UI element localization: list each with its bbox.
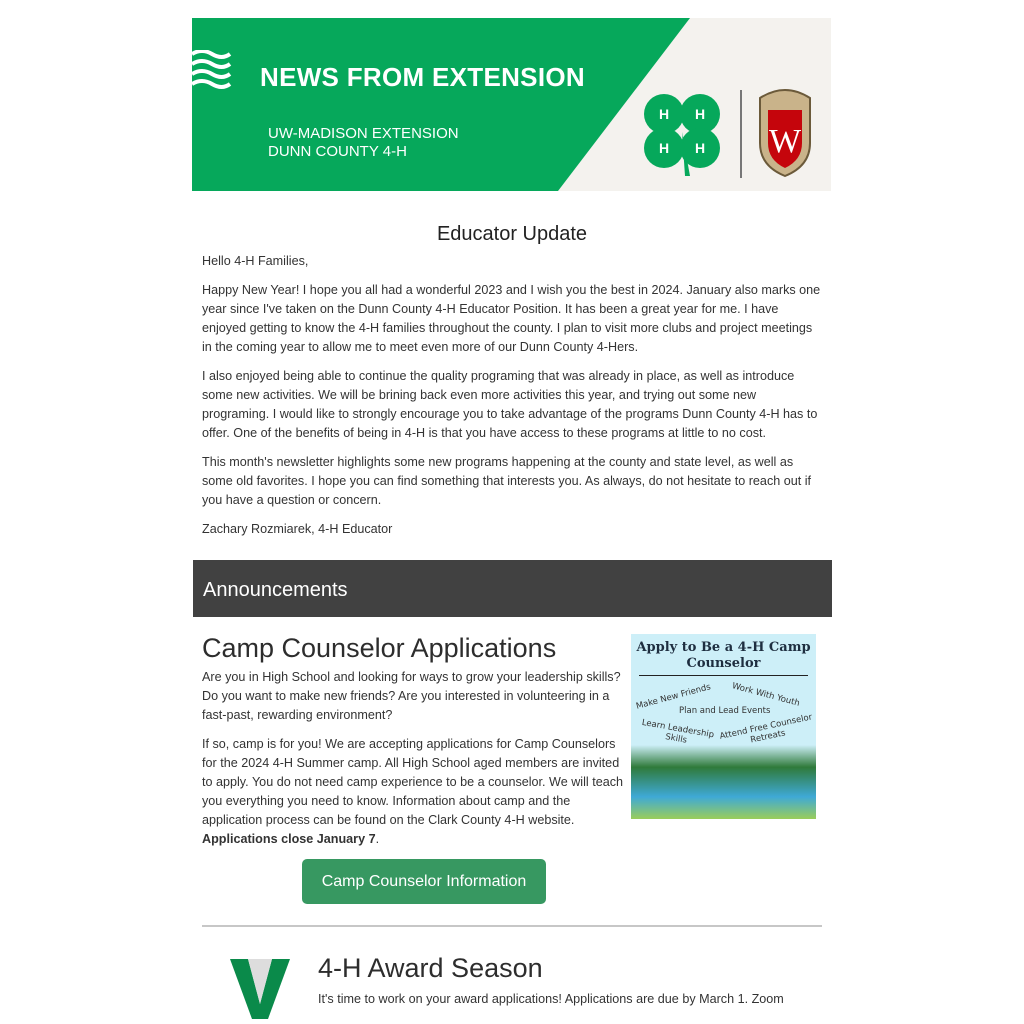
- svg-text:H: H: [694, 106, 706, 122]
- banner-title: NEWS FROM EXTENSION: [260, 62, 585, 92]
- paragraph: If so, camp is for you! We are accepting applications for Camp Counselors for the 2024 4-H Summer camp. All High School aged members are invited to apply. You do not need camp experience to be a counselor. We will teach you everything you need to know. Information about camp and the application process can be found on the Clark County 4-H website. Applications close January 7.: [202, 737, 624, 846]
- educator-update: [192, 223, 832, 539]
- svg-text:H: H: [658, 140, 670, 156]
- svg-text:W: W: [768, 123, 802, 160]
- camp-counselor-article: [192, 617, 832, 904]
- uw-crest-icon: [755, 88, 815, 178]
- paragraph: Happy New Year! I hope you all had a wonderful 2023 and I wish you the best in 2024. January also marks one year since I've taken on the Dunn County 4-H Educator Position. It has been a great year for me. I have enjoyed getting to know the 4-H families throughout the county. I plan to visit more clubs and project meetings in the coming year to allow me to meet even more of our Dunn County 4-Hers.: [202, 283, 821, 354]
- section-title: Educator Update: [436, 223, 588, 245]
- paragraph: I also enjoyed being able to continue the quality programing that was already in place, as well as introduce some new activities. We will be brining back even more activities this year, and trying out some new programing. I would like to strongly encourage you to take advantage of the programs Dunn County 4-H has to offer. One of the benefits of being in 4-H is that you have access to these programs at little to no cost.: [202, 369, 818, 440]
- banner-subtitle: UW-MADISON EXTENSION DUNN COUNTY 4-H: [268, 125, 459, 160]
- svg-text:H: H: [694, 140, 706, 156]
- signature: Zachary Rozmiarek, 4-H Educator: [202, 522, 393, 536]
- article-title: Camp Counselor Applications: [202, 633, 557, 663]
- announcements-header: Announcements: [193, 560, 832, 617]
- greeting: Hello 4-H Families,: [202, 254, 309, 268]
- header-banner: [192, 18, 831, 191]
- extension-waves-icon: [192, 50, 232, 90]
- paragraph: It's time to work on your award applications! Applications are due by March 1. Zoom: [318, 992, 784, 1006]
- camp-counselor-info-button[interactable]: Camp Counselor Information: [302, 859, 546, 904]
- paragraph: This month's newsletter highlights some new programs happening at the county and state level, as well as some old favorites. I hope you can find something that interests you. As always, do not hesitate to reach out if you have a question or concern.: [202, 455, 812, 507]
- paragraph: Are you in High School and looking for ways to grow your leadership skills? Do you want to make new friends? Are you interested in volunteering in a fast-past, rewarding environment?: [202, 670, 621, 722]
- article-title: 4-H Award Season: [318, 953, 543, 983]
- newsletter: [192, 18, 832, 1019]
- award-season-article: [192, 927, 832, 1009]
- 4h-clover-logo-icon: [638, 88, 728, 178]
- svg-text:H: H: [658, 106, 670, 122]
- camp-counselor-image: Apply to Be a 4-H Camp Counselor Make New Friends Work With Youth Plan and Lead Events Learn Leadership Skills Attend Free Counselor Retreats: [631, 634, 816, 819]
- medal-ribbon-icon: [230, 959, 290, 1019]
